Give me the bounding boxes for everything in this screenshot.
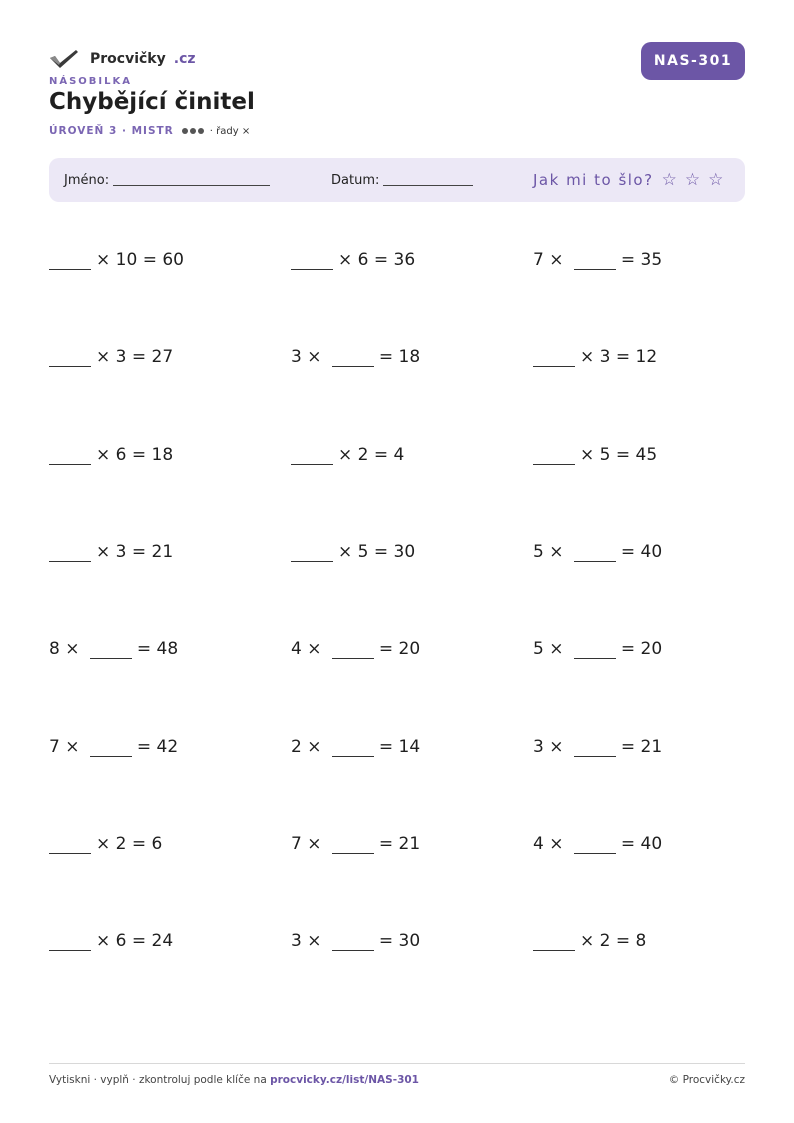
name-label: Jméno: — [64, 172, 110, 188]
product-value: 30 — [393, 542, 416, 562]
problem-grid — [49, 245, 745, 1025]
product-value: 8 — [635, 931, 647, 951]
product-value: 18 — [398, 347, 421, 367]
name-field[interactable] — [64, 158, 270, 202]
product-value: 21 — [640, 737, 663, 757]
product-value: 21 — [151, 542, 174, 562]
problem-item: 4 × = 20 — [291, 639, 421, 659]
answer-blank[interactable] — [574, 543, 616, 562]
answer-blank[interactable] — [533, 932, 575, 951]
problem-item: × 5 = 30 — [291, 537, 415, 567]
subject-label: NÁSOBILKA — [49, 76, 133, 87]
factor-value: 5 — [533, 639, 544, 659]
problem-item: × 10 = 60 — [49, 245, 184, 275]
problem-item: 3 × = 30 — [291, 931, 421, 951]
product-value: 24 — [151, 931, 174, 951]
rows-label: · řady × — [209, 125, 251, 137]
factor-value: 4 — [291, 639, 302, 659]
problem-item: × 3 = 27 — [49, 342, 173, 372]
factor-value: 6 — [357, 250, 369, 270]
logo — [49, 47, 196, 71]
problem-item: × 6 = 24 — [49, 926, 173, 956]
product-value: 4 — [393, 445, 405, 465]
product-value: 12 — [635, 347, 658, 367]
product-value: 35 — [640, 250, 663, 270]
factor-value: 6 — [115, 931, 127, 951]
answer-blank[interactable] — [49, 446, 91, 465]
footer-link[interactable]: procvicky.cz/list/NAS-301 — [270, 1074, 419, 1086]
product-value: 42 — [156, 737, 179, 757]
answer-blank[interactable] — [574, 640, 616, 659]
star-outline-icon[interactable]: ☆ — [708, 170, 724, 190]
product-value: 36 — [393, 250, 416, 270]
answer-blank[interactable] — [90, 640, 132, 659]
factor-value: 3 — [115, 347, 127, 367]
factor-value: 7 — [49, 737, 60, 757]
answer-blank[interactable] — [574, 835, 616, 854]
footer-instructions — [49, 1074, 419, 1086]
problem-item: × 2 = 4 — [291, 440, 404, 470]
self-rating — [533, 158, 723, 202]
answer-blank[interactable] — [574, 738, 616, 757]
answer-blank[interactable] — [332, 932, 374, 951]
difficulty-dot — [190, 128, 196, 134]
problem-item: × 2 = 6 — [49, 829, 162, 859]
difficulty-dot — [182, 128, 188, 134]
product-value: 40 — [640, 834, 663, 854]
factor-value: 5 — [357, 542, 369, 562]
difficulty-dot — [198, 128, 204, 134]
answer-blank[interactable] — [291, 446, 333, 465]
problem-item: 3 × = 18 — [291, 347, 421, 367]
factor-value: 3 — [599, 347, 611, 367]
problem-item: × 3 = 12 — [533, 342, 657, 372]
level-line — [49, 125, 250, 137]
product-value: 30 — [398, 931, 421, 951]
factor-value: 6 — [115, 445, 127, 465]
star-outline-icon[interactable]: ☆ — [684, 170, 701, 190]
rating-label: Jak mi to šlo? — [533, 171, 654, 189]
answer-blank[interactable] — [291, 251, 333, 270]
check-mark-icon — [49, 49, 79, 69]
answer-blank[interactable] — [49, 835, 91, 854]
factor-value: 2 — [357, 445, 369, 465]
product-value: 40 — [640, 542, 663, 562]
name-line[interactable] — [113, 185, 270, 186]
info-bar — [49, 158, 745, 202]
answer-blank[interactable] — [49, 932, 91, 951]
footer-copyright: © Procvičky.cz — [668, 1074, 745, 1086]
factor-value: 3 — [291, 347, 302, 367]
answer-blank[interactable] — [332, 348, 374, 367]
product-value: 60 — [162, 250, 184, 270]
date-line[interactable] — [383, 185, 473, 186]
factor-value: 7 — [533, 250, 544, 270]
product-value: 21 — [398, 834, 421, 854]
factor-value: 5 — [533, 542, 544, 562]
factor-value: 2 — [115, 834, 127, 854]
worksheet-code-badge: NAS-301 — [641, 42, 745, 80]
problem-item: 4 × = 40 — [533, 834, 663, 854]
problem-item: × 5 = 45 — [533, 440, 657, 470]
answer-blank[interactable] — [332, 738, 374, 757]
factor-value: 10 — [115, 250, 138, 270]
problem-item: 5 × = 20 — [533, 639, 663, 659]
product-value: 14 — [398, 737, 421, 757]
star-outline-icon[interactable]: ☆ — [661, 170, 677, 190]
problem-item: × 3 = 21 — [49, 537, 173, 567]
factor-value: 4 — [533, 834, 544, 854]
product-value: 20 — [398, 639, 421, 659]
answer-blank[interactable] — [90, 738, 132, 757]
page-title: Chybějící činitel — [49, 89, 255, 115]
product-value: 27 — [151, 347, 174, 367]
problem-item: 8 × = 48 — [49, 639, 179, 659]
footer-instructions-text: Vytiskni · vyplň · zkontroluj podle klíče na — [49, 1074, 267, 1086]
answer-blank[interactable] — [49, 251, 91, 270]
date-label: Datum: — [331, 172, 380, 188]
answer-blank[interactable] — [332, 640, 374, 659]
answer-blank[interactable] — [291, 543, 333, 562]
problem-item: 3 × = 21 — [533, 737, 663, 757]
answer-blank[interactable] — [574, 251, 616, 270]
problem-item: 7 × = 21 — [291, 834, 421, 854]
problem-item: × 6 = 36 — [291, 245, 415, 275]
factor-value: 3 — [533, 737, 544, 757]
factor-value: 2 — [291, 737, 302, 757]
factor-value: 7 — [291, 834, 302, 854]
problem-item: 7 × = 35 — [533, 250, 663, 270]
answer-blank[interactable] — [332, 835, 374, 854]
problem-item: 2 × = 14 — [291, 737, 421, 757]
logo-name: Procvičky — [90, 51, 166, 67]
answer-blank[interactable] — [533, 446, 575, 465]
footer-divider — [49, 1063, 745, 1064]
difficulty-dots — [182, 128, 204, 134]
answer-blank[interactable] — [49, 543, 91, 562]
factor-value: 8 — [49, 639, 60, 659]
problem-item: 5 × = 40 — [533, 542, 663, 562]
problem-item: 7 × = 42 — [49, 737, 179, 757]
factor-value: 2 — [599, 931, 611, 951]
factor-value: 3 — [291, 931, 302, 951]
answer-blank[interactable] — [49, 348, 91, 367]
factor-value: 3 — [115, 542, 127, 562]
level-label: ÚROVEŇ 3 · MISTR — [49, 125, 174, 137]
product-value: 20 — [640, 639, 663, 659]
date-field[interactable] — [331, 158, 473, 202]
problem-item: × 6 = 18 — [49, 440, 173, 470]
product-value: 18 — [151, 445, 174, 465]
product-value: 6 — [151, 834, 163, 854]
product-value: 45 — [635, 445, 658, 465]
product-value: 48 — [156, 639, 179, 659]
answer-blank[interactable] — [533, 348, 575, 367]
logo-tld: .cz — [173, 51, 196, 67]
factor-value: 5 — [599, 445, 611, 465]
problem-item: × 2 = 8 — [533, 926, 646, 956]
